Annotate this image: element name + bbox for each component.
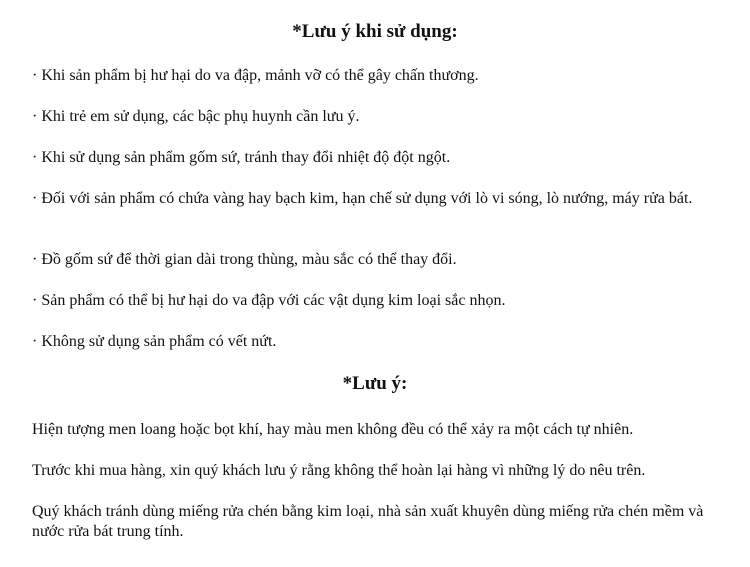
usage-notes-heading: *Lưu ý khi sử dụng: [292,21,458,42]
usage-note-item: · Đối với sản phẩm có chứa vàng hay bạch kim, hạn chế sử dụng với lò vi sóng, lò nướng, máy rửa bát. [32,190,693,207]
usage-note-item: · Khi sử dụng sản phẩm gốm sứ, tránh thay đổi nhiệt độ đột ngột. [32,149,451,166]
note-paragraph: Quý khách tránh dùng miếng rửa chén bằng kim loại, nhà sản xuất khuyên dùng miếng rửa chén mềm và nước rửa bát trung tính. [32,503,704,540]
usage-note-item: · Khi sản phẩm bị hư hại do va đập, mảnh vỡ có thể gây chấn thương. [32,67,479,84]
usage-note-item: · Đồ gốm sứ để thời gian dài trong thùng, màu sắc có thể thay đổi. [32,251,457,268]
usage-note-item: · Sản phẩm có thể bị hư hại do va đập với các vật dụng kim loại sắc nhọn. [32,292,506,309]
notes-heading: *Lưu ý: [342,373,408,394]
note-paragraph: Trước khi mua hàng, xin quý khách lưu ý rằng không thể hoàn lại hàng vì những lý do nêu trên. [32,462,646,479]
usage-note-item: · Không sử dụng sản phẩm có vết nứt. [32,333,277,350]
usage-note-item: · Khi trẻ em sử dụng, các bậc phụ huynh cần lưu ý. [32,108,360,125]
note-paragraph: Hiện tượng men loang hoặc bọt khí, hay màu men không đều có thể xảy ra một cách tự nhiên. [32,421,634,438]
